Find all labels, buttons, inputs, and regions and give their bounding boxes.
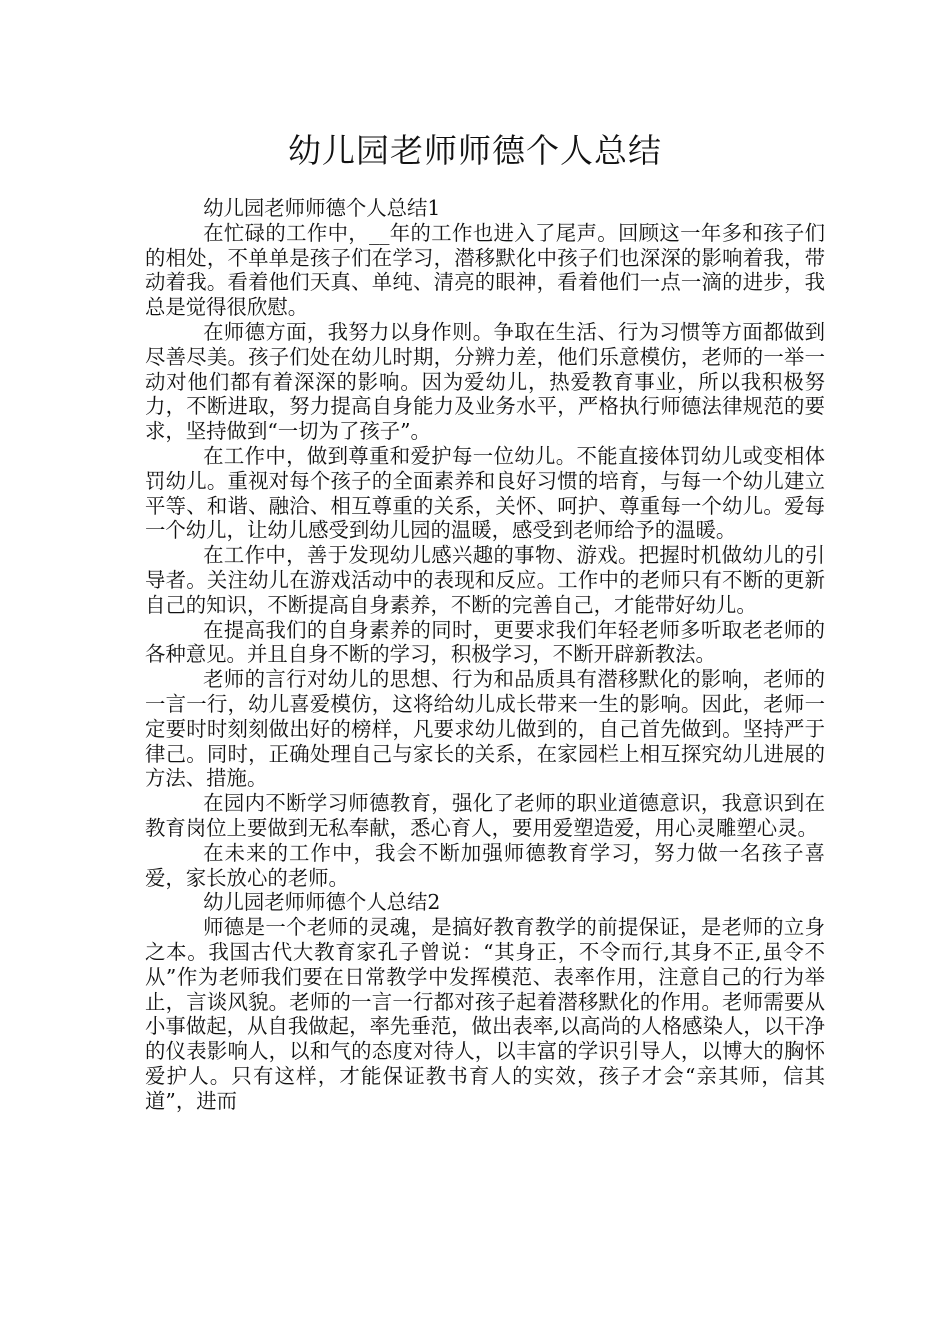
document-title: 幼儿园老师师德个人总结 [288, 131, 662, 170]
body-paragraph: 在工作中，善于发现幼儿感兴趣的事物、游戏。把握时机做幼儿的引导者。关注幼儿在游戏活动中的表现和反应。工作中的老师只有不断的更新自己的知识，不断提高自身素养，不断的完善自己，才能带好幼儿。 [145, 543, 825, 617]
body-paragraph: 在工作中，做到尊重和爱护每一位幼儿。不能直接体罚幼儿或变相体罚幼儿。重视对每个孩子的全面素养和良好习惯的培育，与每一个幼儿建立平等、和谐、融洽、相互尊重的关系，关怀、呵护、尊重每一个幼儿。爱每一个幼儿，让幼儿感受到幼儿园的温暖，感受到老师给予的温暖。 [145, 443, 825, 543]
body-paragraph: 在师德方面，我努力以身作则。争取在生活、行为习惯等方面都做到尽善尽美。孩子们处在幼儿时期，分辨力差，他们乐意模仿，老师的一举一动对他们都有着深深的影响。因为爱幼儿，热爱教育事业，所以我积极努力，不断进取，努力提高自身能力及业务水平，严格执行师德法律规范的要求，坚持做到“一切为了孩子”。 [145, 319, 825, 444]
section-heading: 幼儿园老师师德个人总结2 [203, 890, 441, 915]
body-paragraph: 在忙碌的工作中，__年的工作也进入了尾声。回顾这一年多和孩子们的相处，不单单是孩子们在学习，潜移默化中孩子们也深深的影响着我，带动着我。看着他们天真、单纯、清亮的眼神，看着他们一点一滴的进步，我总是觉得很欣慰。 [145, 220, 825, 320]
body-paragraph: 老师的言行对幼儿的思想、行为和品质具有潜移默化的影响，老师的一言一行，幼儿喜爱模仿，这将给幼儿成长带来一生的影响。因此，老师一定要时时刻刻做出好的榜样，凡要求幼儿做到的，自己首先做到。坚持严于律己。同时，正确处理自己与家长的关系，在家园栏上相互探究幼儿进展的方法、措施。 [145, 667, 825, 791]
section-heading: 幼儿园老师师德个人总结1 [203, 196, 441, 220]
document-body [145, 196, 825, 1113]
body-paragraph: 师德是一个老师的灵魂，是搞好教育教学的前提保证，是老师的立身之本。我国古代大教育家孔子曾说：“其身正，不令而行,其身不正,虽令不从”作为老师我们要在日常教学中发挥模范、表率作用，注意自己的行为举止，言谈风貌。老师的一言一行都对孩子起着潜移默化的作用。老师需要从小事做起，从自我做起，率先垂范，做出表率,以高尚的人格感染人，以干净的仪表影响人，以和气的态度对待人，以丰富的学识引导人，以博大的胸怀爱护人。只有这样，才能保证教书育人的实效，孩子才会“亲其师，信其道”，进而 [145, 915, 825, 1113]
body-paragraph: 在未来的工作中，我会不断加强师德教育学习，努力做一名孩子喜爱，家长放心的老师。 [145, 840, 825, 890]
body-paragraph: 在提高我们的自身素养的同时，更要求我们年轻老师多听取老老师的各种意见。并且自身不断的学习，积极学习，不断开辟新教法。 [145, 617, 825, 667]
body-paragraph: 在园内不断学习师德教育，强化了老师的职业道德意识，我意识到在教育岗位上要做到无私奉献，悉心育人，要用爱塑造爱，用心灵雕塑心灵。 [145, 791, 825, 840]
